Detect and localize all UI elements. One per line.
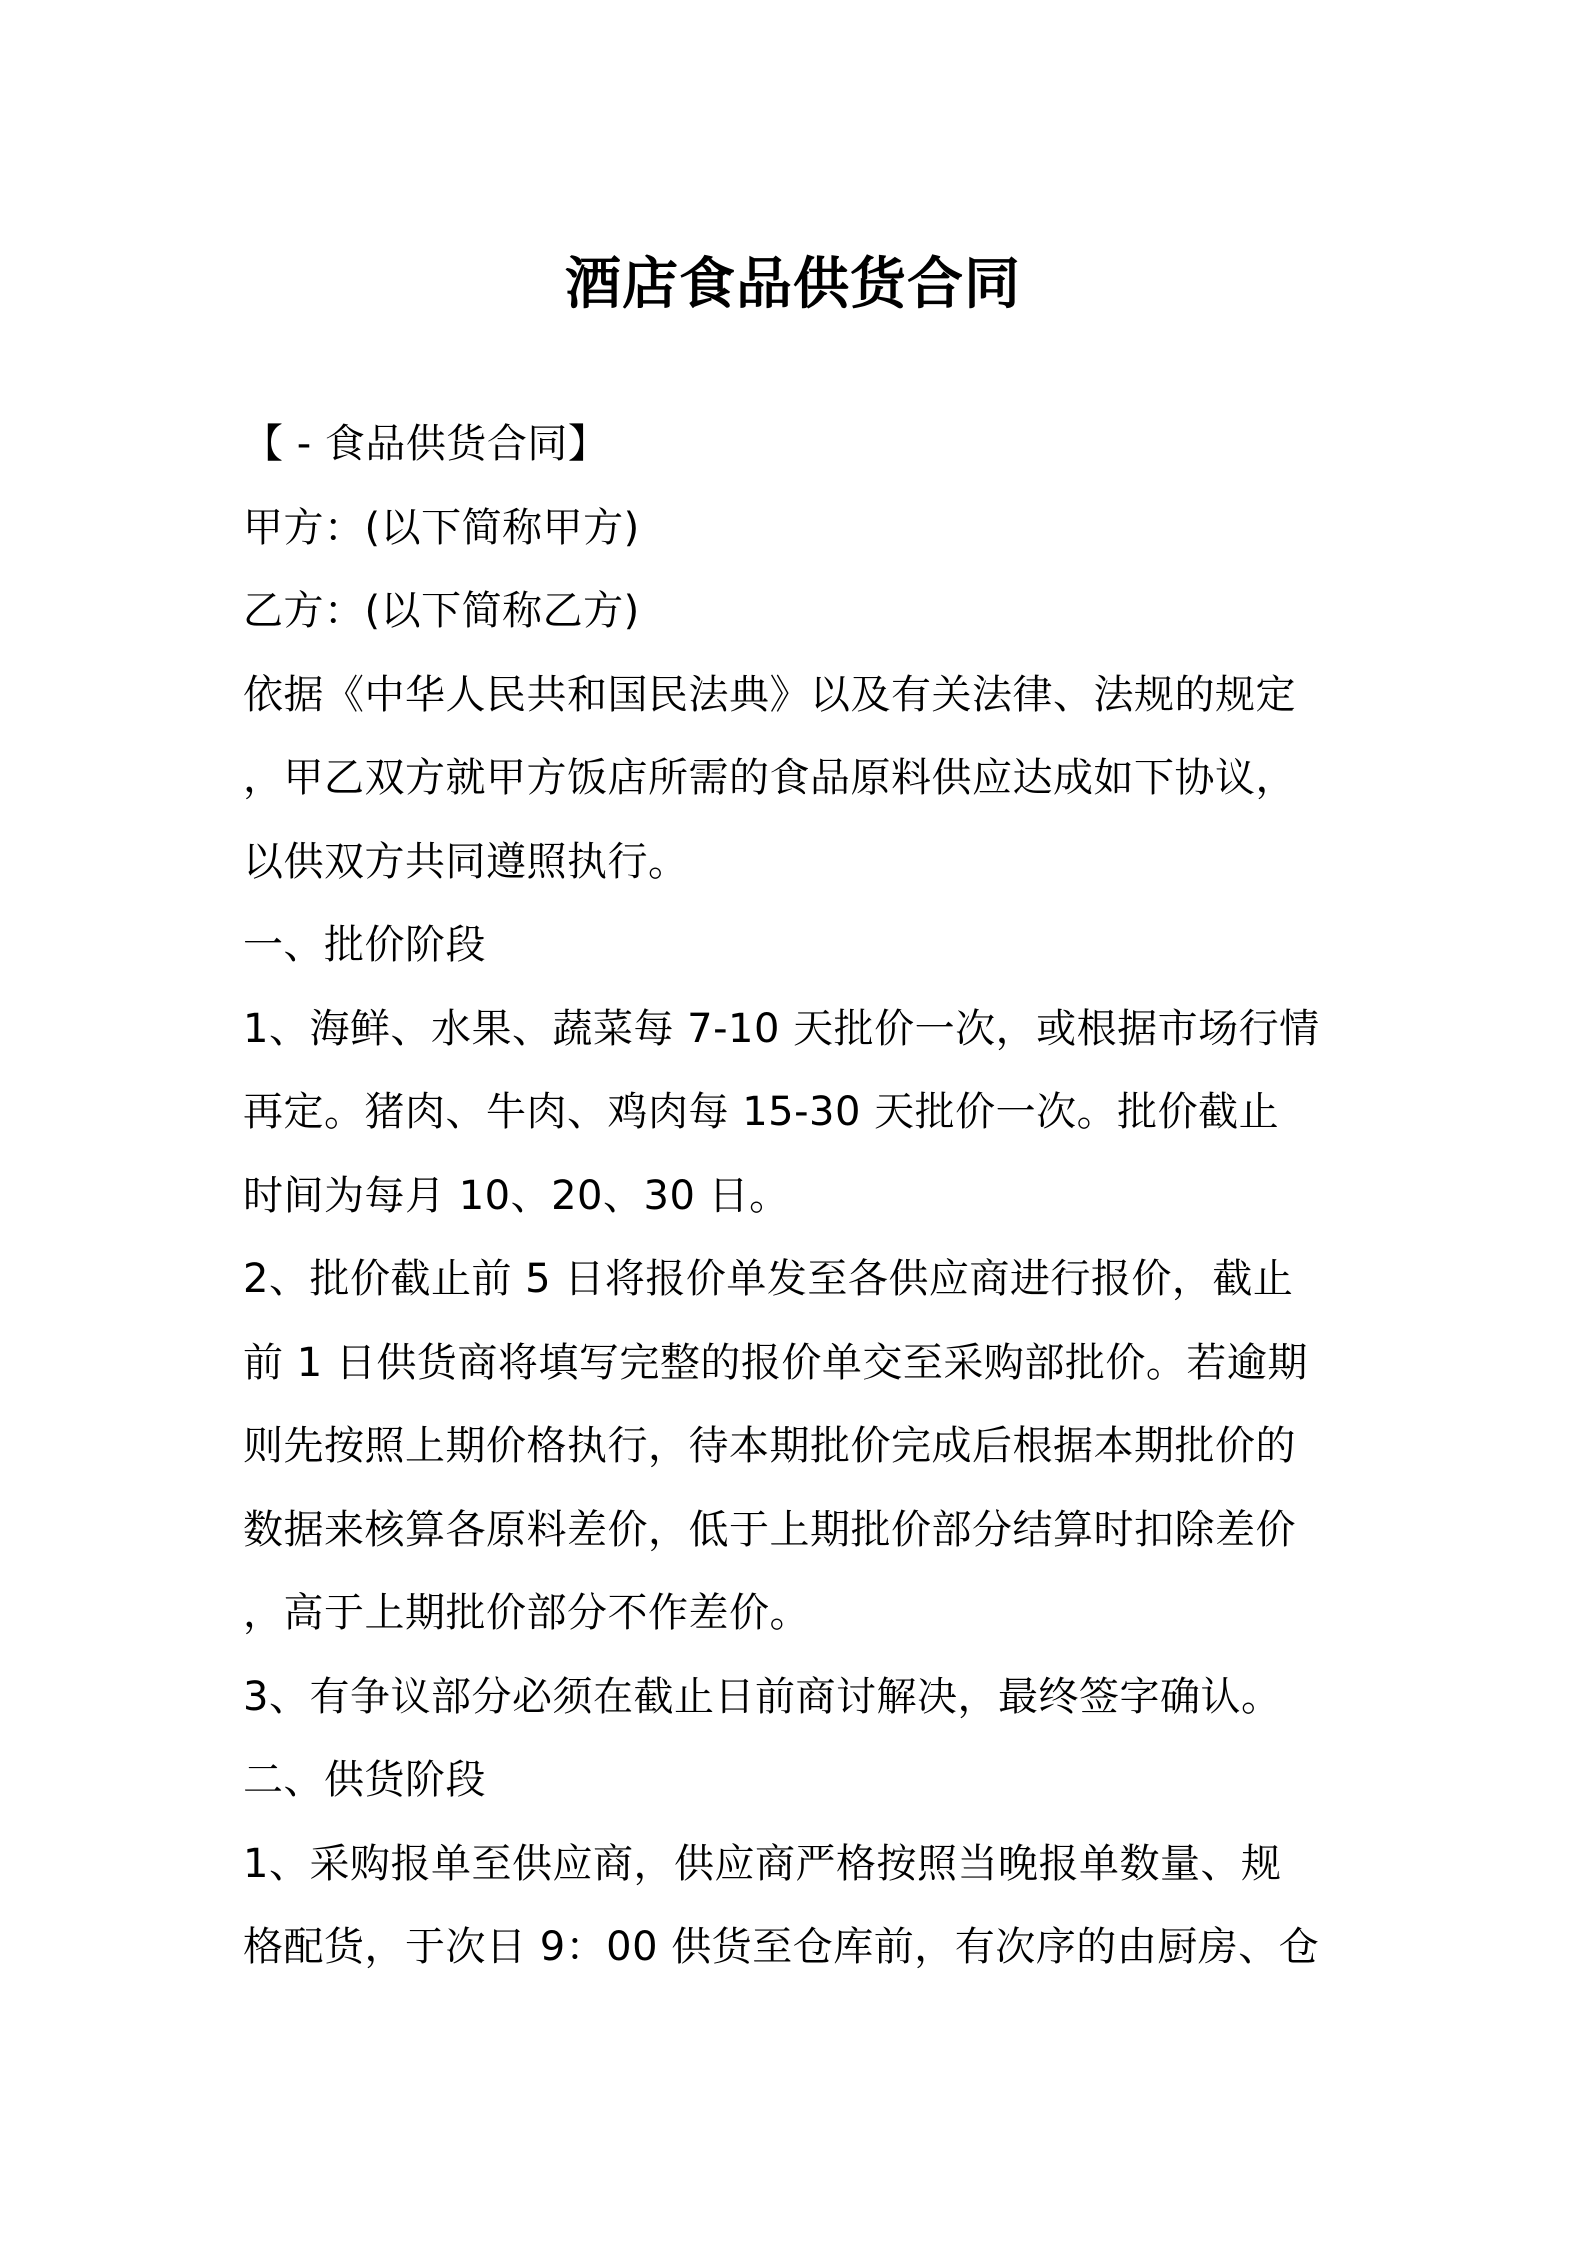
section-heading-1: 一、批价阶段: [243, 922, 486, 968]
text-line-14: 数据来核算各原料差价，低于上期批价部分结算时扣除差价: [243, 1506, 1296, 1553]
text-line-3: 乙方：(以下简称乙方): [243, 588, 640, 634]
text-line-13: 则先按照上期价格执行，待本期批价完成后根据本期批价的: [243, 1423, 1296, 1469]
text-line-10: 时间为每月 10、20、30 日。: [243, 1172, 790, 1219]
text-line-9: 再定。猪肉、牛肉、鸡肉每 15-30 天批价一次。批价截止: [243, 1089, 1280, 1135]
text-line-19: 格配货，于次日 9：00 供货至仓库前，有次序的由厨房、仓: [243, 1924, 1320, 1970]
text-line-12: 前 1 日供货商将填写完整的报价单交至采购部批价。若逾期: [243, 1339, 1308, 1386]
text-line-15: ，高于上期批价部分不作差价。: [243, 1590, 810, 1636]
text-line-4: 依据《中华人民共和国民法典》以及有关法律、法规的规定: [243, 671, 1296, 718]
text-line-11: 2、批价截止前 5 日将报价单发至各供应商进行报价，截止: [243, 1256, 1294, 1302]
document-title: 酒店食品供货合同: [565, 252, 1021, 317]
text-line-16: 3、有争议部分必须在截止日前商讨解决，最终签字确认。: [243, 1673, 1282, 1720]
text-line-6: 以供双方共同遵照执行。: [243, 838, 689, 885]
document-body: [243, 403, 1363, 1990]
text-line-18: 1、采购报单至供应商，供应商严格按照当晚报单数量、规: [243, 1840, 1282, 1887]
text-line-1: 【 - 食品供货合同】: [243, 421, 609, 467]
text-line-8: 1、海鲜、水果、蔬菜每 7-10 天批价一次，或根据市场行情: [243, 1005, 1320, 1052]
text-line-5: ，甲乙双方就甲方饭店所需的食品原料供应达成如下协议，: [243, 755, 1296, 801]
text-line-2: 甲方：(以下简称甲方): [243, 504, 640, 551]
section-heading-2: 二、供货阶段: [243, 1757, 486, 1803]
